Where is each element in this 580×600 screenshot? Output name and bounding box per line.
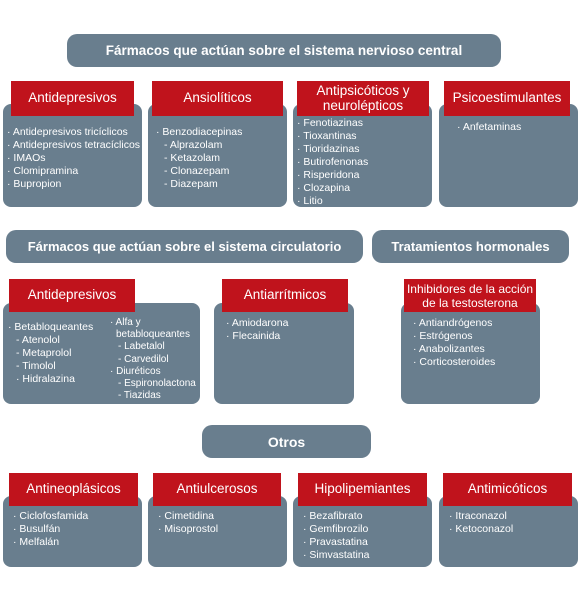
list-antidepresivos-circulatorio-col1 <box>8 321 93 386</box>
list-item: - Ketazolam <box>164 152 221 164</box>
list-item: · Anfetaminas <box>457 121 522 133</box>
header-psicoestimulantes: Psicoestimulantes <box>444 81 570 116</box>
list-item: · Cimetidina <box>158 510 215 522</box>
section-banner-otros <box>202 425 371 458</box>
list-item: · Pravastatina <box>303 536 368 548</box>
list-antidepresivos-circulatorio-col2 <box>110 317 196 402</box>
list-item: · Busulfán <box>13 523 61 535</box>
list-item: · Simvastatina <box>303 549 370 561</box>
section-title-otros: Otros <box>267 433 306 450</box>
list-item: · Anabolizantes <box>413 343 485 355</box>
list-item: · Antidepresivos tricíclicos <box>7 126 128 138</box>
list-item: - Atenolol <box>16 334 60 346</box>
list-item: - Espironolactona <box>118 378 196 390</box>
list-item: · Bezafibrato <box>303 510 363 522</box>
list-item: · Benzodiacepinas <box>156 126 243 138</box>
list-hipolipemiantes <box>303 510 370 562</box>
section-banner-nervioso <box>67 34 501 67</box>
list-item: · Estrógenos <box>413 330 473 342</box>
list-item: · Tioxantinas <box>297 130 357 142</box>
list-item: - Diazepam <box>164 178 218 190</box>
list-ansioliticos <box>156 126 242 191</box>
list-item: · Diuréticos <box>110 365 161 377</box>
panel-psicoestimulantes <box>439 104 578 207</box>
list-item: · Hidralazina <box>16 373 75 385</box>
list-item: · Gemfibrozilo <box>303 523 369 535</box>
list-item: · Tioridazinas <box>297 143 360 155</box>
list-item: · Fenotiazinas <box>297 117 363 129</box>
section-title-hormonales: Tratamientos hormonales <box>391 239 550 254</box>
list-item: - Tiazidas <box>118 390 161 402</box>
section-title-nervioso: Fármacos que actúan sobre el sistema nervioso central <box>105 43 463 58</box>
list-inhibidores-testosterona <box>413 317 495 369</box>
list-item: · Litio <box>297 195 323 207</box>
list-item: betabloqueantes <box>116 329 190 341</box>
list-item: · Risperidona <box>297 169 360 181</box>
list-item: - Timolol <box>16 360 56 372</box>
header-antidepresivos-snc: Antidepresivos <box>11 81 134 116</box>
section-banner-circulatorio <box>6 230 363 263</box>
list-item: · Clomipramina <box>7 165 79 177</box>
list-item: · Corticosteroides <box>413 356 496 368</box>
list-item: · Antidepresivos tetracíclicos <box>7 139 141 151</box>
list-item: · Ketoconazol <box>449 523 514 535</box>
list-item: - Alprazolam <box>164 139 223 151</box>
list-item: · Clozapina <box>297 182 351 194</box>
list-item: · Bupropion <box>7 178 62 190</box>
list-item: · Betabloqueantes <box>8 321 94 333</box>
list-antiulcerosos <box>158 510 218 536</box>
list-antiarritmicos <box>226 317 288 343</box>
list-item: · Itraconazol <box>449 510 507 522</box>
header-antiulcerosos: Antiulcerosos <box>153 473 281 506</box>
list-item: · Butirofenonas <box>297 156 369 168</box>
header-antipsicoticos: Antipsicóticos y neurolépticos <box>297 81 429 116</box>
list-item: - Carvedilol <box>118 353 169 365</box>
header-antiarritmicos: Antiarrítmicos <box>222 279 348 312</box>
list-item: - Clonazepam <box>164 165 230 177</box>
list-antimicoticos <box>449 510 513 536</box>
header-inhibidores-testosterona: Inhibidores de la acción de la testosterona <box>404 279 536 312</box>
header-ansioliticos: Ansiolíticos <box>152 81 283 116</box>
list-item: · Melfalán <box>13 536 60 548</box>
list-psicoestimulantes <box>457 121 521 134</box>
list-item: - Metaprolol <box>16 347 72 359</box>
list-item: · Flecainida <box>226 330 281 342</box>
header-hipolipemiantes: Hipolipemiantes <box>298 473 427 506</box>
header-antineoplasicos: Antineoplásicos <box>9 473 138 506</box>
list-item: · Amiodarona <box>226 317 289 329</box>
list-item: · Ciclofosfamida <box>13 510 89 522</box>
header-antidepresivos-circulatorio: Antidepresivos <box>9 279 135 312</box>
list-item: · Misoprostol <box>158 523 219 535</box>
header-antimicoticos: Antimicóticos <box>443 473 572 506</box>
list-item: · Alfa y <box>110 317 141 328</box>
list-item: · Antiandrógenos <box>413 317 493 329</box>
list-item: · IMAOs <box>7 152 46 164</box>
list-antineoplasicos <box>13 510 88 549</box>
section-title-circulatorio: Fármacos que actúan sobre el sistema circulatorio <box>27 239 342 254</box>
list-item: - Labetalol <box>118 341 165 353</box>
list-antipsicoticos <box>297 117 368 208</box>
section-banner-hormonales <box>372 230 569 263</box>
list-antidepresivos-snc <box>7 126 140 191</box>
